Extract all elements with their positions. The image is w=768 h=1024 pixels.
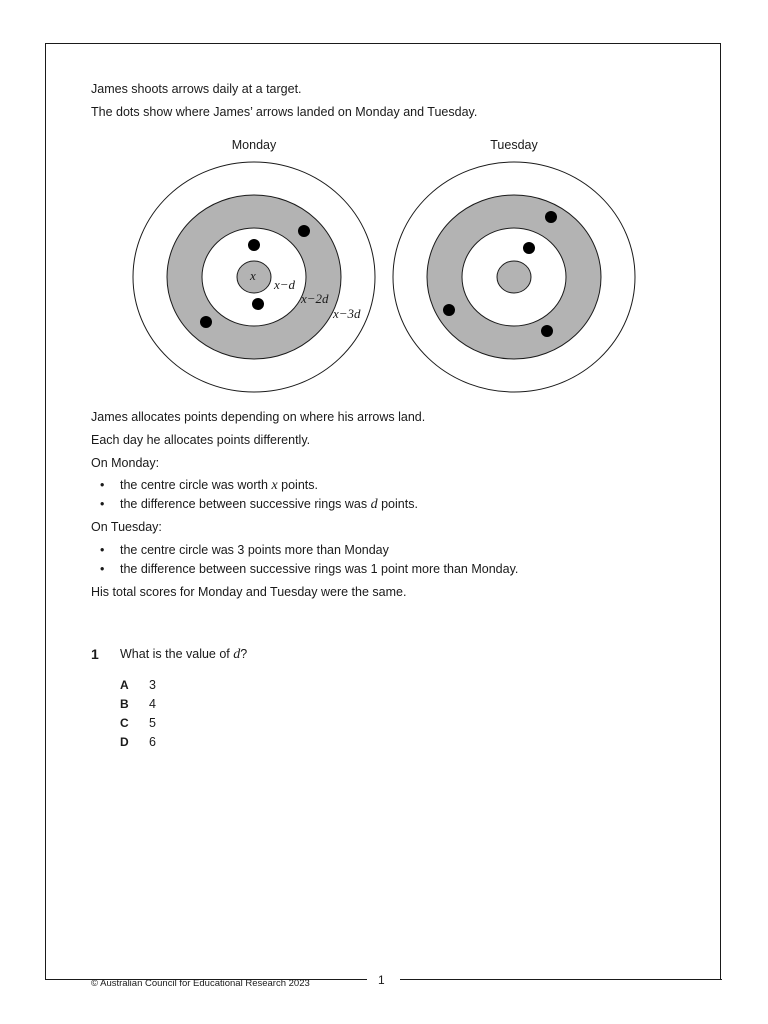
option-value: 6 xyxy=(149,735,156,749)
bullet-icon: • xyxy=(100,543,105,557)
arrow-dot xyxy=(541,325,553,337)
conclusion: His total scores for Monday and Tuesday were the same. xyxy=(91,585,407,599)
footer-copyright: © Australian Council for Educational Research 2023 xyxy=(91,978,310,989)
option-letter: B xyxy=(120,697,129,711)
monday-bullet-2: the difference between successive rings was d points. xyxy=(120,497,418,512)
monday-heading: On Monday: xyxy=(91,456,160,470)
variable-d: d xyxy=(233,647,241,662)
centre-circle xyxy=(497,261,531,293)
option-letter: A xyxy=(120,678,129,692)
question-number: 1 xyxy=(91,646,99,662)
page-number: 1 xyxy=(378,973,385,987)
arrow-dot xyxy=(523,242,535,254)
option-value: 4 xyxy=(149,697,156,711)
ring-label-2: x−2d xyxy=(301,291,329,306)
monday-bullet-1: the centre circle was worth x points. xyxy=(120,478,318,493)
arrow-dot xyxy=(200,316,212,328)
arrow-dot xyxy=(443,304,455,316)
option-value: 3 xyxy=(149,678,156,692)
tuesday-bullet-1: the centre circle was 3 points more than Monday xyxy=(120,543,389,557)
tuesday-heading: On Tuesday: xyxy=(91,520,162,534)
question-text: What is the value of d? xyxy=(120,647,248,662)
tuesday-label: Tuesday xyxy=(490,138,538,152)
arrow-dot xyxy=(248,239,260,251)
option-letter: C xyxy=(120,716,129,730)
centre-label: x xyxy=(250,268,256,283)
frame-bottom-line-right xyxy=(400,979,722,980)
ring-label-3: x−3d xyxy=(333,306,361,321)
arrow-dot xyxy=(252,298,264,310)
option-letter: D xyxy=(120,735,129,749)
rules-line-2: Each day he allocates points differently. xyxy=(91,433,311,447)
tuesday-bullet-2: the difference between successive rings was 1 point more than Monday. xyxy=(120,562,519,576)
arrow-dot xyxy=(298,225,310,237)
bullet-icon: • xyxy=(100,562,105,576)
bullet-icon: • xyxy=(100,478,105,492)
monday-label: Monday xyxy=(231,138,277,152)
rules-line-1: James allocates points depending on where his arrows land. xyxy=(91,410,426,424)
variable-d: d xyxy=(370,497,378,512)
bullet-icon: • xyxy=(100,497,105,511)
option-value: 5 xyxy=(149,716,156,730)
intro-line-1: James shoots arrows daily at a target. xyxy=(91,82,302,96)
tuesday-target xyxy=(390,160,640,396)
monday-target xyxy=(130,160,380,396)
arrow-dot xyxy=(545,211,557,223)
variable-x: x xyxy=(271,478,278,493)
intro-line-2: The dots show where James’ arrows landed on Monday and Tuesday. xyxy=(91,105,478,119)
ring-label-1: x−d xyxy=(274,277,296,292)
